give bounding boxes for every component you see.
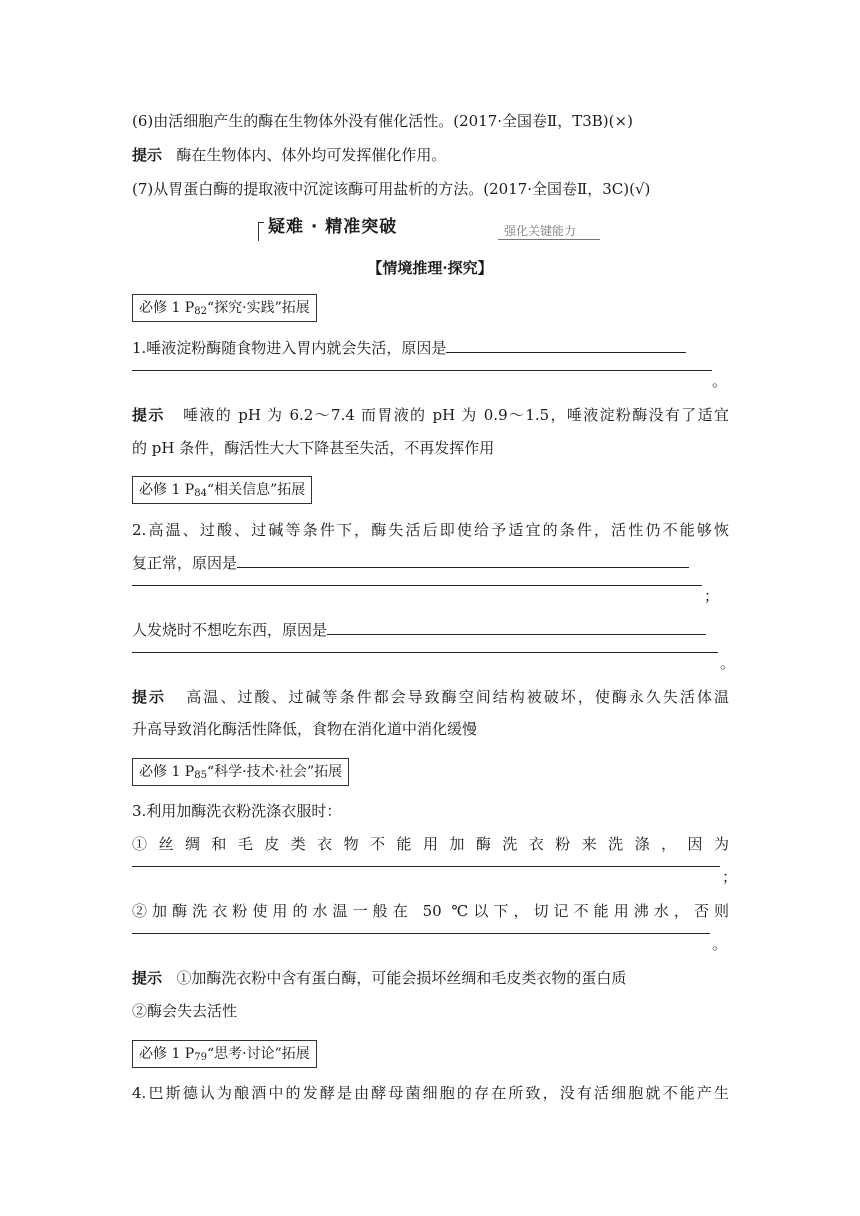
ref-prefix: 必修 1 P xyxy=(139,1046,195,1062)
question-1 xyxy=(132,337,686,359)
ref-suffix: “探究·实践”拓展 xyxy=(206,300,310,316)
answer-blank[interactable] xyxy=(132,933,710,934)
question-3-item-2: ②加酶洗衣粉使用的水温一般在 50 ℃以下，切记不能用沸水，否则 xyxy=(132,902,729,920)
hint-1-line-2: 的 pH 条件，酶活性大大下降甚至失活，不再发挥作用 xyxy=(132,439,495,457)
reference-box-2 xyxy=(132,476,312,504)
hint-6 xyxy=(132,144,446,166)
hint-text: 高温、过酸、过碱等条件都会导致酶空间结构被破坏，使酶永久失活体温 xyxy=(186,688,729,706)
ref-suffix: “相关信息”拓展 xyxy=(206,482,306,498)
answer-blank[interactable] xyxy=(327,619,706,635)
statement-7: (7)从胃蛋白酶的提取液中沉淀该酶可用盐析的方法。(2017·全国卷Ⅱ，3C)(√) xyxy=(132,180,651,198)
statement-6: (6)由活细胞产生的酶在生物体外没有催化活性。(2017·全国卷Ⅱ，T3B)(×) xyxy=(132,112,633,130)
answer-blank[interactable] xyxy=(132,652,718,653)
question-2-text: 人发烧时不想吃东西，原因是 xyxy=(132,621,328,639)
hint-1-line-1 xyxy=(132,404,729,426)
ref-page: 84 xyxy=(194,488,207,499)
question-2-line-1: 2.高温、过酸、过碱等条件下，酶失活后即使给予适宜的条件，活性仍不能够恢 xyxy=(132,521,729,539)
semicolon: ； xyxy=(722,868,738,886)
ref-page: 82 xyxy=(194,306,207,317)
answer-blank[interactable] xyxy=(132,866,720,867)
question-4-line-1: 4.巴斯德认为酿酒中的发酵是由酵母菌细胞的存在所致，没有活细胞就不能产生 xyxy=(132,1084,729,1102)
reference-box-1 xyxy=(132,294,317,322)
ref-suffix: “思考·讨论”拓展 xyxy=(206,1046,310,1062)
question-3-item-1: ①丝绸和毛皮类衣物不能用加酶洗衣粉来洗涤，因为 xyxy=(132,835,729,853)
ref-prefix: 必修 1 P xyxy=(139,764,195,780)
period: 。 xyxy=(720,654,736,672)
period: 。 xyxy=(712,372,728,390)
ref-page: 79 xyxy=(194,1052,207,1063)
hint-label: 提示 xyxy=(132,969,163,987)
banner-rule xyxy=(498,239,600,240)
reference-box-4 xyxy=(132,1040,317,1068)
hint-2-line-2: 升高导致消化酶活性降低，食物在消化道中消化缓慢 xyxy=(132,720,478,738)
ref-suffix: “科学·技术·社会”拓展 xyxy=(206,764,343,780)
hint-text: 酶在生物体内、体外均可发挥催化作用。 xyxy=(176,146,447,164)
ref-prefix: 必修 1 P xyxy=(139,300,195,316)
reference-box-3 xyxy=(132,758,349,786)
section-banner xyxy=(258,212,600,240)
banner-subtitle: 强化关键能力 xyxy=(504,224,577,238)
hint-3-line-1 xyxy=(132,967,626,989)
banner-corner-mark xyxy=(258,222,264,241)
section-title: 【情境推理·探究】 xyxy=(367,259,493,277)
question-1-text: 1.唾液淀粉酶随食物进入胃内就会失活，原因是 xyxy=(132,339,447,357)
hint-text: ①加酶洗衣粉中含有蛋白酶，可能会损坏丝绸和毛皮类衣物的蛋白质 xyxy=(176,969,627,987)
hint-3-line-2: ②酶会失去活性 xyxy=(132,1002,238,1020)
hint-label: 提示 xyxy=(132,406,165,424)
ref-page: 85 xyxy=(194,770,207,781)
answer-blank[interactable] xyxy=(132,370,712,371)
hint-text: 唾液的 pH 为 6.2～7.4 而胃液的 pH 为 0.9～1.5，唾液淀粉酶没有了适宜 xyxy=(183,406,729,424)
question-3-title: 3.利用加酶洗衣粉洗涤衣服时： xyxy=(132,802,342,820)
answer-blank[interactable] xyxy=(237,552,689,568)
answer-blank[interactable] xyxy=(446,337,686,353)
question-2-line-2 xyxy=(132,552,689,574)
semicolon: ； xyxy=(704,587,720,605)
question-2-text: 复正常，原因是 xyxy=(132,554,238,572)
hint-label: 提示 xyxy=(132,688,167,706)
period: 。 xyxy=(712,935,728,953)
banner-title: 疑难 · 精准突破 xyxy=(268,217,398,237)
hint-2-line-1 xyxy=(132,686,729,708)
ref-prefix: 必修 1 P xyxy=(139,482,195,498)
answer-blank[interactable] xyxy=(132,585,702,586)
question-2-line-4 xyxy=(132,619,706,641)
hint-label: 提示 xyxy=(132,146,163,164)
